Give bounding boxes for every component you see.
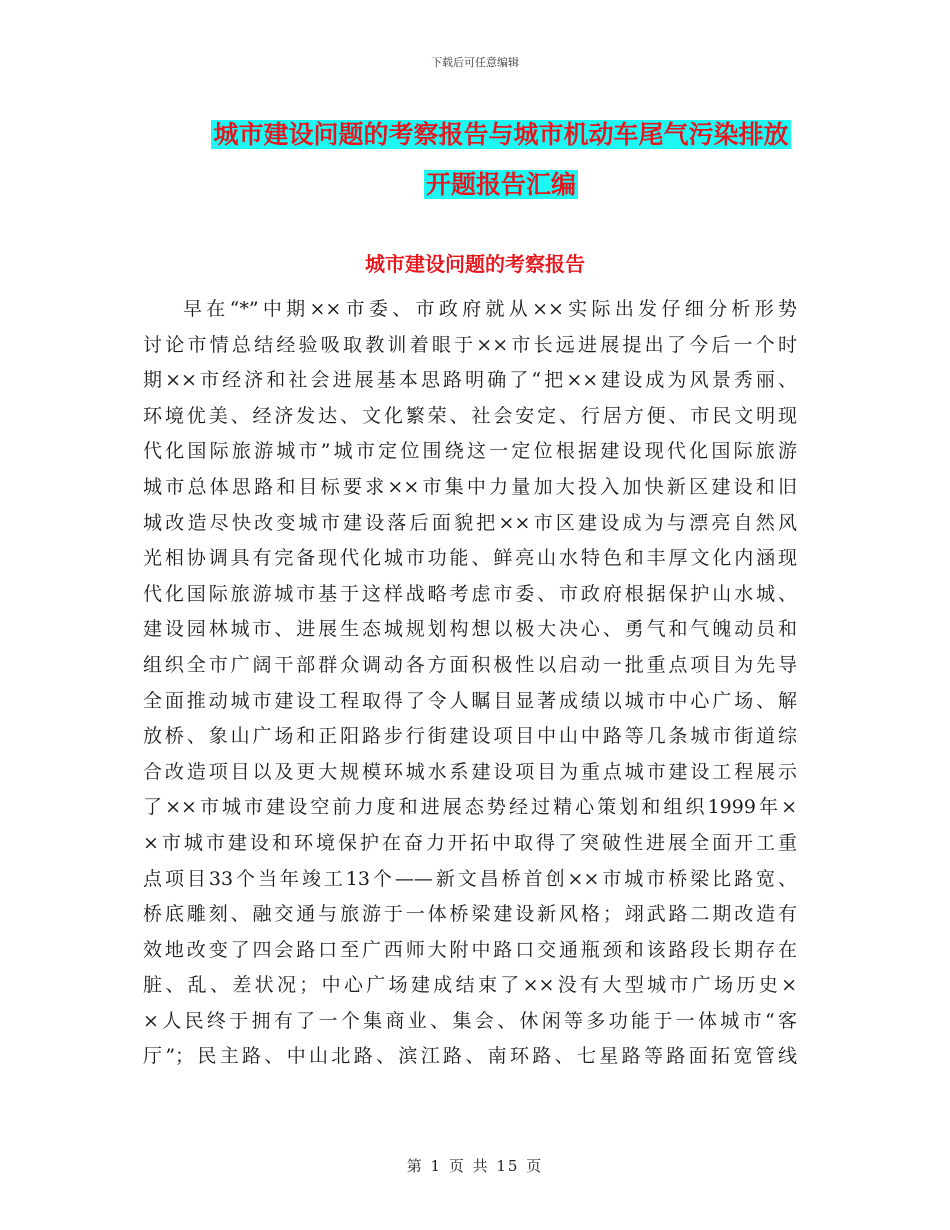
- body-line: 城市总体思路和目标要求××市集中力量加大投入加快新区建设和旧: [143, 475, 797, 498]
- section-heading: 城市建设问题的考察报告: [365, 252, 585, 276]
- body-line: 光相协调具有完备现代化城市功能、鲜亮山水特色和丰厚文化内涵现: [143, 547, 797, 570]
- page-number-footer: 第 1 页 共 15 页: [406, 1157, 544, 1175]
- body-line: 厅”；民主路、中山北路、滨江路、南环路、七星路等路面拓宽管线: [143, 1045, 797, 1068]
- body-line: 代化国际旅游城市”城市定位围绕这一定位根据建设现代化国际旅游: [143, 440, 797, 463]
- body-paragraph: [143, 292, 797, 1075]
- body-line: 城改造尽快改变城市建设落后面貌把××市区建设成为与漂亮自然风: [143, 511, 797, 534]
- body-line: 代化国际旅游城市基于这样战略考虑市委、市政府根据保护山水城、: [143, 582, 797, 605]
- body-line: 早在“*”中期××市委、市政府就从××实际出发仔细分析形势: [183, 298, 797, 320]
- body-line: 讨论市情总结经验吸取教训着眼于××市长远进展提出了今后一个时: [143, 333, 797, 356]
- page-header-note: 下载后可任意编辑: [431, 56, 519, 69]
- body-line: 环境优美、经济发达、文化繁荣、社会安定、行居方便、市民文明现: [143, 404, 797, 427]
- body-line: 效地改变了四会路口至广西师大附中路口交通瓶颈和该路段长期存在: [143, 938, 797, 961]
- body-line: 放桥、象山广场和正阳路步行街建设项目中山中路等几条城市街道综: [143, 725, 797, 748]
- body-line: 桥底雕刻、融交通与旅游于一体桥梁建设新风格；翊武路二期改造有: [143, 903, 797, 926]
- body-line: ×市城市建设和环境保护在奋力开拓中取得了突破性进展全面开工重: [143, 831, 797, 854]
- document-title-line-1: 城市建设问题的考察报告与城市机动车尾气污染排放: [213, 120, 789, 149]
- body-line: 了××市城市建设空前力度和进展态势经过精心策划和组织1999年×: [143, 796, 797, 819]
- body-line: 建设园林城市、进展生态城规划构想以极大决心、勇气和气魄动员和: [143, 618, 797, 641]
- body-line: 点项目33个当年竣工13个——新文昌桥首创××市城市桥梁比路宽、: [143, 867, 797, 890]
- body-line: 全面推动城市建设工程取得了令人瞩目显著成绩以城市中心广场、解: [143, 689, 797, 712]
- body-line: ×人民终于拥有了一个集商业、集会、休闲等多功能于一体城市“客: [143, 1009, 797, 1032]
- body-line: 脏、乱、差状况；中心广场建成结束了××没有大型城市广场历史×: [143, 974, 797, 997]
- document-title: [195, 110, 807, 210]
- document-title-line-2: 开题报告汇编: [425, 170, 576, 199]
- body-line: 合改造项目以及更大规模环城水系建设项目为重点城市建设工程展示: [143, 760, 797, 783]
- body-line: 组织全市广阔干部群众调动各方面积极性以启动一批重点项目为先导: [143, 653, 797, 676]
- body-line: 期××市经济和社会进展基本思路明确了“把××建设成为风景秀丽、: [143, 369, 797, 392]
